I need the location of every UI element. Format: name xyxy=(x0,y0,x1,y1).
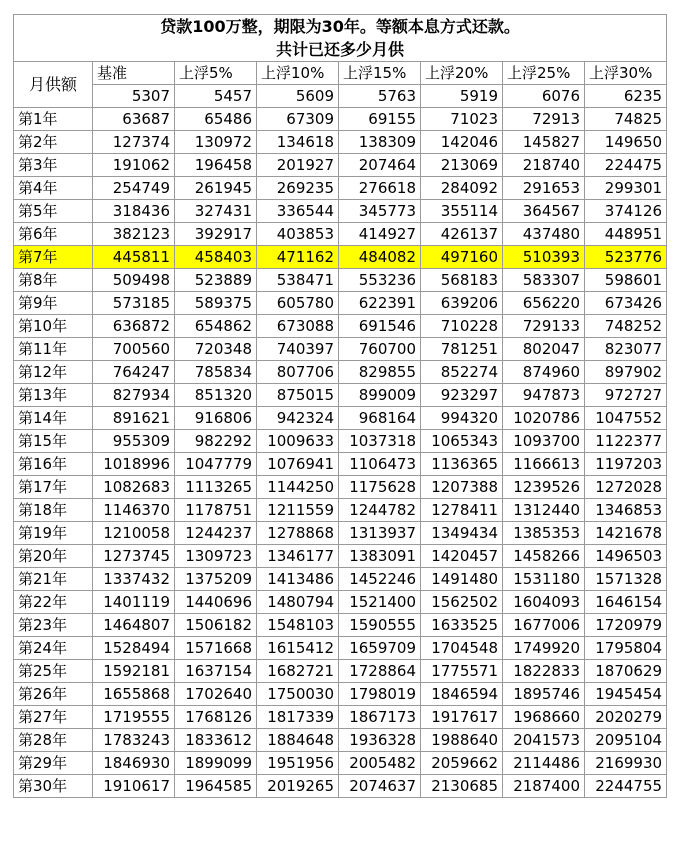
year-label: 第21年 xyxy=(14,568,93,591)
cumulative-cell: 2005482 xyxy=(339,752,421,775)
cumulative-cell: 947873 xyxy=(503,384,585,407)
cumulative-cell: 1491480 xyxy=(421,568,503,591)
cumulative-cell: 414927 xyxy=(339,223,421,246)
cumulative-cell: 1867173 xyxy=(339,706,421,729)
cumulative-cell: 71023 xyxy=(421,108,503,131)
year-label: 第17年 xyxy=(14,476,93,499)
column-header: 上浮25% xyxy=(503,62,585,85)
cumulative-cell: 573185 xyxy=(93,292,175,315)
cumulative-cell: 134618 xyxy=(257,131,339,154)
cumulative-cell: 1136365 xyxy=(421,453,503,476)
cumulative-cell: 299301 xyxy=(585,177,667,200)
cumulative-cell: 994320 xyxy=(421,407,503,430)
cumulative-cell: 318436 xyxy=(93,200,175,223)
cumulative-cell: 1720979 xyxy=(585,614,667,637)
table-row xyxy=(14,499,667,522)
cumulative-cell: 1047779 xyxy=(175,453,257,476)
cumulative-cell: 1988640 xyxy=(421,729,503,752)
column-header: 上浮10% xyxy=(257,62,339,85)
cumulative-cell: 972727 xyxy=(585,384,667,407)
cumulative-cell: 448951 xyxy=(585,223,667,246)
cumulative-cell: 2041573 xyxy=(503,729,585,752)
year-label: 第2年 xyxy=(14,131,93,154)
cumulative-cell: 2019265 xyxy=(257,775,339,798)
year-label: 第30年 xyxy=(14,775,93,798)
cumulative-cell: 968164 xyxy=(339,407,421,430)
cumulative-cell: 437480 xyxy=(503,223,585,246)
cumulative-cell: 276618 xyxy=(339,177,421,200)
table-row xyxy=(14,522,667,545)
cumulative-cell: 583307 xyxy=(503,269,585,292)
table-row xyxy=(14,637,667,660)
cumulative-cell: 1312440 xyxy=(503,499,585,522)
cumulative-cell: 1211559 xyxy=(257,499,339,522)
table-row xyxy=(14,476,667,499)
cumulative-cell: 1420457 xyxy=(421,545,503,568)
cumulative-cell: 2114486 xyxy=(503,752,585,775)
cumulative-cell: 740397 xyxy=(257,338,339,361)
year-label: 第8年 xyxy=(14,269,93,292)
cumulative-cell: 942324 xyxy=(257,407,339,430)
cumulative-cell: 1910617 xyxy=(93,775,175,798)
year-label: 第5年 xyxy=(14,200,93,223)
cumulative-cell: 1037318 xyxy=(339,430,421,453)
table-row xyxy=(14,223,667,246)
cumulative-cell: 891621 xyxy=(93,407,175,430)
cumulative-cell: 471162 xyxy=(257,246,339,269)
cumulative-cell: 1945454 xyxy=(585,683,667,706)
year-label: 第28年 xyxy=(14,729,93,752)
cumulative-cell: 1704548 xyxy=(421,637,503,660)
sheet-subtitle: 共计已还多少月供 xyxy=(14,39,667,62)
cumulative-cell: 1349434 xyxy=(421,522,503,545)
cumulative-cell: 1239526 xyxy=(503,476,585,499)
cumulative-cell: 1899099 xyxy=(175,752,257,775)
cumulative-cell: 2020279 xyxy=(585,706,667,729)
year-label: 第22年 xyxy=(14,591,93,614)
cumulative-cell: 1521400 xyxy=(339,591,421,614)
table-row xyxy=(14,292,667,315)
cumulative-cell: 327431 xyxy=(175,200,257,223)
cumulative-cell: 764247 xyxy=(93,361,175,384)
cumulative-cell: 445811 xyxy=(93,246,175,269)
column-header: 上浮5% xyxy=(175,62,257,85)
year-label: 第10年 xyxy=(14,315,93,338)
year-label: 第15年 xyxy=(14,430,93,453)
table-row xyxy=(14,315,667,338)
cumulative-cell: 1846930 xyxy=(93,752,175,775)
cumulative-cell: 336544 xyxy=(257,200,339,223)
cumulative-cell: 1496503 xyxy=(585,545,667,568)
cumulative-cell: 191062 xyxy=(93,154,175,177)
cumulative-cell: 1020786 xyxy=(503,407,585,430)
column-header: 上浮15% xyxy=(339,62,421,85)
cumulative-cell: 261945 xyxy=(175,177,257,200)
cumulative-cell: 1728864 xyxy=(339,660,421,683)
year-label: 第24年 xyxy=(14,637,93,660)
cumulative-cell: 1337432 xyxy=(93,568,175,591)
column-header-row xyxy=(14,62,667,85)
cumulative-cell: 1775571 xyxy=(421,660,503,683)
monthly-payment-row xyxy=(14,85,667,108)
cumulative-cell: 874960 xyxy=(503,361,585,384)
year-label: 第1年 xyxy=(14,108,93,131)
cumulative-cell: 748252 xyxy=(585,315,667,338)
cumulative-cell: 1531180 xyxy=(503,568,585,591)
monthly-payment-cell: 5919 xyxy=(421,85,503,108)
cumulative-cell: 63687 xyxy=(93,108,175,131)
table-row xyxy=(14,752,667,775)
cumulative-cell: 127374 xyxy=(93,131,175,154)
cumulative-cell: 691546 xyxy=(339,315,421,338)
table-row xyxy=(14,407,667,430)
cumulative-cell: 1440696 xyxy=(175,591,257,614)
cumulative-cell: 589375 xyxy=(175,292,257,315)
cumulative-cell: 1401119 xyxy=(93,591,175,614)
cumulative-cell: 345773 xyxy=(339,200,421,223)
cumulative-cell: 1346853 xyxy=(585,499,667,522)
cumulative-cell: 598601 xyxy=(585,269,667,292)
cumulative-cell: 785834 xyxy=(175,361,257,384)
cumulative-cell: 760700 xyxy=(339,338,421,361)
cumulative-cell: 1968660 xyxy=(503,706,585,729)
cumulative-cell: 823077 xyxy=(585,338,667,361)
cumulative-cell: 1346177 xyxy=(257,545,339,568)
cumulative-cell: 510393 xyxy=(503,246,585,269)
cumulative-cell: 1783243 xyxy=(93,729,175,752)
table-row xyxy=(14,269,667,292)
cumulative-cell: 1870629 xyxy=(585,660,667,683)
cumulative-cell: 553236 xyxy=(339,269,421,292)
cumulative-cell: 2244755 xyxy=(585,775,667,798)
monthly-payment-header: 月供额 xyxy=(14,62,93,108)
cumulative-cell: 374126 xyxy=(585,200,667,223)
year-label: 第4年 xyxy=(14,177,93,200)
cumulative-cell: 1846594 xyxy=(421,683,503,706)
cumulative-cell: 67309 xyxy=(257,108,339,131)
cumulative-cell: 2169930 xyxy=(585,752,667,775)
cumulative-cell: 807706 xyxy=(257,361,339,384)
cumulative-cell: 196458 xyxy=(175,154,257,177)
table-row xyxy=(14,131,667,154)
table-row xyxy=(14,361,667,384)
cumulative-cell: 897902 xyxy=(585,361,667,384)
cumulative-cell: 1615412 xyxy=(257,637,339,660)
cumulative-cell: 636872 xyxy=(93,315,175,338)
cumulative-cell: 1383091 xyxy=(339,545,421,568)
cumulative-cell: 2187400 xyxy=(503,775,585,798)
cumulative-cell: 1590555 xyxy=(339,614,421,637)
cumulative-cell: 1750030 xyxy=(257,683,339,706)
cumulative-cell: 364567 xyxy=(503,200,585,223)
table-row xyxy=(14,177,667,200)
cumulative-cell: 1065343 xyxy=(421,430,503,453)
year-label: 第9年 xyxy=(14,292,93,315)
cumulative-cell: 622391 xyxy=(339,292,421,315)
cumulative-cell: 207464 xyxy=(339,154,421,177)
cumulative-cell: 1144250 xyxy=(257,476,339,499)
cumulative-cell: 1951956 xyxy=(257,752,339,775)
title-row xyxy=(14,15,667,40)
cumulative-cell: 827934 xyxy=(93,384,175,407)
table-row xyxy=(14,683,667,706)
year-label: 第14年 xyxy=(14,407,93,430)
cumulative-cell: 1278411 xyxy=(421,499,503,522)
cumulative-cell: 1178751 xyxy=(175,499,257,522)
cumulative-cell: 1659709 xyxy=(339,637,421,660)
cumulative-cell: 1313937 xyxy=(339,522,421,545)
cumulative-cell: 523889 xyxy=(175,269,257,292)
column-header: 上浮20% xyxy=(421,62,503,85)
cumulative-cell: 201927 xyxy=(257,154,339,177)
cumulative-cell: 1452246 xyxy=(339,568,421,591)
cumulative-cell: 1592181 xyxy=(93,660,175,683)
cumulative-cell: 382123 xyxy=(93,223,175,246)
cumulative-cell: 1093700 xyxy=(503,430,585,453)
year-label: 第7年 xyxy=(14,246,93,269)
cumulative-cell: 1210058 xyxy=(93,522,175,545)
table-row xyxy=(14,384,667,407)
cumulative-cell: 1917617 xyxy=(421,706,503,729)
monthly-payment-cell: 6076 xyxy=(503,85,585,108)
year-label: 第11年 xyxy=(14,338,93,361)
cumulative-cell: 523776 xyxy=(585,246,667,269)
year-label: 第6年 xyxy=(14,223,93,246)
cumulative-cell: 1964585 xyxy=(175,775,257,798)
cumulative-cell: 1244237 xyxy=(175,522,257,545)
monthly-payment-cell: 5763 xyxy=(339,85,421,108)
year-label: 第18年 xyxy=(14,499,93,522)
cumulative-cell: 284092 xyxy=(421,177,503,200)
cumulative-cell: 710228 xyxy=(421,315,503,338)
loan-repayment-sheet xyxy=(13,14,666,798)
cumulative-cell: 1458266 xyxy=(503,545,585,568)
cumulative-cell: 291653 xyxy=(503,177,585,200)
table-row xyxy=(14,660,667,683)
cumulative-cell: 700560 xyxy=(93,338,175,361)
cumulative-cell: 69155 xyxy=(339,108,421,131)
monthly-payment-cell: 5457 xyxy=(175,85,257,108)
cumulative-cell: 403853 xyxy=(257,223,339,246)
table-row xyxy=(14,591,667,614)
cumulative-cell: 1506182 xyxy=(175,614,257,637)
subtitle-row xyxy=(14,39,667,62)
table-row xyxy=(14,453,667,476)
cumulative-cell: 1076941 xyxy=(257,453,339,476)
year-label: 第19年 xyxy=(14,522,93,545)
cumulative-cell: 851320 xyxy=(175,384,257,407)
cumulative-cell: 955309 xyxy=(93,430,175,453)
cumulative-cell: 1936328 xyxy=(339,729,421,752)
table-row xyxy=(14,154,667,177)
cumulative-cell: 1207388 xyxy=(421,476,503,499)
table-row xyxy=(14,545,667,568)
year-label: 第26年 xyxy=(14,683,93,706)
cumulative-cell: 1175628 xyxy=(339,476,421,499)
cumulative-cell: 1047552 xyxy=(585,407,667,430)
cumulative-cell: 497160 xyxy=(421,246,503,269)
year-label: 第3年 xyxy=(14,154,93,177)
cumulative-cell: 145827 xyxy=(503,131,585,154)
cumulative-cell: 1719555 xyxy=(93,706,175,729)
cumulative-cell: 673088 xyxy=(257,315,339,338)
cumulative-cell: 2130685 xyxy=(421,775,503,798)
cumulative-cell: 1278868 xyxy=(257,522,339,545)
year-label: 第25年 xyxy=(14,660,93,683)
cumulative-cell: 355114 xyxy=(421,200,503,223)
year-label: 第16年 xyxy=(14,453,93,476)
cumulative-cell: 729133 xyxy=(503,315,585,338)
table-row xyxy=(14,338,667,361)
cumulative-cell: 1480794 xyxy=(257,591,339,614)
cumulative-cell: 484082 xyxy=(339,246,421,269)
cumulative-cell: 1637154 xyxy=(175,660,257,683)
cumulative-cell: 1682721 xyxy=(257,660,339,683)
cumulative-cell: 426137 xyxy=(421,223,503,246)
cumulative-cell: 538471 xyxy=(257,269,339,292)
cumulative-cell: 1385353 xyxy=(503,522,585,545)
cumulative-cell: 1833612 xyxy=(175,729,257,752)
table-row xyxy=(14,200,667,223)
cumulative-cell: 1122377 xyxy=(585,430,667,453)
cumulative-cell: 1309723 xyxy=(175,545,257,568)
year-label: 第13年 xyxy=(14,384,93,407)
cumulative-cell: 224475 xyxy=(585,154,667,177)
cumulative-cell: 875015 xyxy=(257,384,339,407)
cumulative-cell: 254749 xyxy=(93,177,175,200)
cumulative-cell: 1244782 xyxy=(339,499,421,522)
cumulative-cell: 781251 xyxy=(421,338,503,361)
cumulative-cell: 1528494 xyxy=(93,637,175,660)
cumulative-cell: 1795804 xyxy=(585,637,667,660)
cumulative-cell: 138309 xyxy=(339,131,421,154)
cumulative-cell: 213069 xyxy=(421,154,503,177)
cumulative-cell: 392917 xyxy=(175,223,257,246)
cumulative-cell: 1817339 xyxy=(257,706,339,729)
cumulative-cell: 2095104 xyxy=(585,729,667,752)
cumulative-cell: 2059662 xyxy=(421,752,503,775)
cumulative-cell: 1146370 xyxy=(93,499,175,522)
cumulative-cell: 673426 xyxy=(585,292,667,315)
cumulative-cell: 899009 xyxy=(339,384,421,407)
cumulative-cell: 1548103 xyxy=(257,614,339,637)
cumulative-cell: 1082683 xyxy=(93,476,175,499)
monthly-payment-cell: 6235 xyxy=(585,85,667,108)
cumulative-cell: 1421678 xyxy=(585,522,667,545)
repayment-table xyxy=(13,14,667,798)
cumulative-cell: 923297 xyxy=(421,384,503,407)
cumulative-cell: 1604093 xyxy=(503,591,585,614)
table-row xyxy=(14,729,667,752)
cumulative-cell: 130972 xyxy=(175,131,257,154)
table-row xyxy=(14,430,667,453)
cumulative-cell: 852274 xyxy=(421,361,503,384)
cumulative-cell: 1798019 xyxy=(339,683,421,706)
cumulative-cell: 1895746 xyxy=(503,683,585,706)
year-label: 第29年 xyxy=(14,752,93,775)
cumulative-cell: 1464807 xyxy=(93,614,175,637)
cumulative-cell: 802047 xyxy=(503,338,585,361)
cumulative-cell: 72913 xyxy=(503,108,585,131)
cumulative-cell: 149650 xyxy=(585,131,667,154)
cumulative-cell: 982292 xyxy=(175,430,257,453)
cumulative-cell: 1884648 xyxy=(257,729,339,752)
cumulative-cell: 654862 xyxy=(175,315,257,338)
cumulative-cell: 1571328 xyxy=(585,568,667,591)
cumulative-cell: 74825 xyxy=(585,108,667,131)
cumulative-cell: 605780 xyxy=(257,292,339,315)
cumulative-cell: 458403 xyxy=(175,246,257,269)
table-row xyxy=(14,568,667,591)
cumulative-cell: 1562502 xyxy=(421,591,503,614)
cumulative-cell: 1375209 xyxy=(175,568,257,591)
cumulative-cell: 1273745 xyxy=(93,545,175,568)
cumulative-cell: 142046 xyxy=(421,131,503,154)
monthly-payment-cell: 5609 xyxy=(257,85,339,108)
cumulative-cell: 1166613 xyxy=(503,453,585,476)
cumulative-cell: 269235 xyxy=(257,177,339,200)
table-row xyxy=(14,775,667,798)
cumulative-cell: 1633525 xyxy=(421,614,503,637)
year-label: 第20年 xyxy=(14,545,93,568)
column-header: 基准 xyxy=(93,62,175,85)
cumulative-cell: 1571668 xyxy=(175,637,257,660)
cumulative-cell: 1646154 xyxy=(585,591,667,614)
cumulative-cell: 1113265 xyxy=(175,476,257,499)
cumulative-cell: 916806 xyxy=(175,407,257,430)
cumulative-cell: 1413486 xyxy=(257,568,339,591)
cumulative-cell: 1009633 xyxy=(257,430,339,453)
cumulative-cell: 1018996 xyxy=(93,453,175,476)
monthly-payment-cell: 5307 xyxy=(93,85,175,108)
sheet-title: 贷款100万整，期限为30年。等额本息方式还款。 xyxy=(14,15,667,40)
table-row xyxy=(14,246,667,269)
year-label: 第27年 xyxy=(14,706,93,729)
cumulative-cell: 656220 xyxy=(503,292,585,315)
column-header: 上浮30% xyxy=(585,62,667,85)
cumulative-cell: 218740 xyxy=(503,154,585,177)
cumulative-cell: 509498 xyxy=(93,269,175,292)
cumulative-cell: 1106473 xyxy=(339,453,421,476)
year-label: 第23年 xyxy=(14,614,93,637)
year-label: 第12年 xyxy=(14,361,93,384)
cumulative-cell: 2074637 xyxy=(339,775,421,798)
cumulative-cell: 720348 xyxy=(175,338,257,361)
cumulative-cell: 1677006 xyxy=(503,614,585,637)
cumulative-cell: 1822833 xyxy=(503,660,585,683)
cumulative-cell: 568183 xyxy=(421,269,503,292)
table-row xyxy=(14,614,667,637)
table-row xyxy=(14,706,667,729)
cumulative-cell: 65486 xyxy=(175,108,257,131)
cumulative-cell: 1655868 xyxy=(93,683,175,706)
cumulative-cell: 1272028 xyxy=(585,476,667,499)
table-row xyxy=(14,108,667,131)
cumulative-cell: 829855 xyxy=(339,361,421,384)
cumulative-cell: 1749920 xyxy=(503,637,585,660)
cumulative-cell: 1768126 xyxy=(175,706,257,729)
cumulative-cell: 639206 xyxy=(421,292,503,315)
cumulative-cell: 1702640 xyxy=(175,683,257,706)
cumulative-cell: 1197203 xyxy=(585,453,667,476)
